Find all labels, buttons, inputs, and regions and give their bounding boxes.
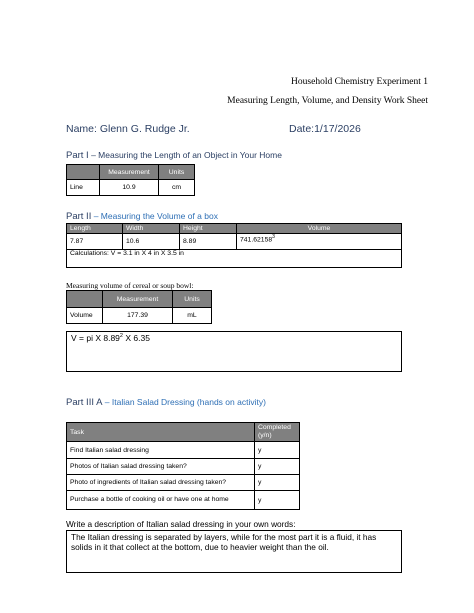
length-table-corner — [67, 165, 100, 180]
bowl-header-measurement: Measurement — [103, 291, 173, 308]
bowl-units: mL — [173, 308, 212, 324]
length-table — [66, 164, 195, 196]
description-text: The Italian dressing is separated by layers, while for the most part it is a fluid, it has solids in it that collect at the bottom, due to heavier weight than the oil. — [71, 532, 377, 552]
completed-cell: y — [255, 475, 300, 491]
part3-title: Italian Salad Dressing (hands on activity) — [111, 397, 266, 407]
part2-title: Measuring the Volume of a box — [100, 211, 218, 221]
task-cell: Photo of ingredients of Italian salad dressing taken? — [67, 475, 255, 491]
bowl-measurement: 177.39 — [103, 308, 173, 324]
bowl-volume-table — [66, 290, 212, 324]
description-prompt: Write a description of Italian salad dressing in your own words: — [66, 519, 296, 529]
length-units: cm — [159, 180, 195, 196]
box-header-height: Height — [180, 224, 237, 234]
header-line-1: Household Chemistry Experiment 1 — [291, 77, 428, 87]
task-header: Task — [67, 423, 255, 442]
length-header-measurement: Measurement — [100, 165, 159, 180]
student-name: Name: Glenn G. Rudge Jr. — [66, 123, 190, 135]
completed-header: Completed (y/n) — [255, 423, 300, 442]
name-date-row — [66, 123, 406, 135]
part3-label: Part III A — [66, 397, 103, 408]
box-width: 10.6 — [123, 234, 180, 250]
task-cell: Find Italian salad dressing — [67, 442, 255, 459]
box-volume-table — [66, 223, 402, 268]
box-header-length: Length — [67, 224, 123, 234]
box-volume-exponent: 3 — [272, 234, 275, 240]
formula-box — [66, 331, 402, 372]
part1-label: Part I — [66, 150, 89, 161]
bowl-row-label: Volume — [67, 308, 103, 324]
table-row — [67, 442, 300, 459]
length-header-units: Units — [159, 165, 195, 180]
date: Date:1/17/2026 — [289, 123, 361, 135]
length-row-label: Line — [67, 180, 100, 196]
completed-cell: y — [255, 442, 300, 459]
completed-cell: y — [255, 459, 300, 475]
box-header-volume: Volume — [237, 224, 402, 234]
dressing-task-table — [66, 422, 300, 510]
part1-heading: Part I – Measuring the Length of an Object in Your Home — [66, 150, 282, 161]
table-row — [67, 475, 300, 491]
table-row — [67, 491, 300, 510]
part2-heading: Part II – Measuring the Volume of a box — [66, 211, 218, 222]
formula-exponent: 2 — [119, 333, 123, 340]
bowl-table-corner — [67, 291, 103, 308]
length-measurement: 10.9 — [100, 180, 159, 196]
header-line-2: Measuring Length, Volume, and Density Work Sheet — [227, 96, 428, 106]
table-row — [67, 459, 300, 475]
part3-heading: Part III A – Italian Salad Dressing (hands on activity) — [66, 397, 266, 408]
bowl-caption: Measuring volume of cereal or soup bowl: — [66, 281, 194, 290]
box-length: 7.87 — [67, 234, 123, 250]
part1-title: Measuring the Length of an Object in Your Home — [98, 150, 282, 160]
task-cell: Purchase a bottle of cooking oil or have one at home — [67, 491, 255, 510]
box-height: 8.89 — [180, 234, 237, 250]
completed-cell: y — [255, 491, 300, 510]
box-calculations: Calculations: V = 3.1 in X 4 in X 3.5 in — [67, 250, 402, 268]
part2-label: Part II — [66, 211, 92, 222]
description-box — [66, 530, 402, 573]
box-header-width: Width — [123, 224, 180, 234]
bowl-header-units: Units — [173, 291, 212, 308]
box-volume: 741.62158 — [240, 236, 273, 244]
task-cell: Photos of Italian salad dressing taken? — [67, 459, 255, 475]
formula-tail: X 6.35 — [122, 333, 150, 343]
formula-text: V = pi X 8.89 — [71, 333, 120, 343]
box-volume-cell — [237, 234, 402, 250]
